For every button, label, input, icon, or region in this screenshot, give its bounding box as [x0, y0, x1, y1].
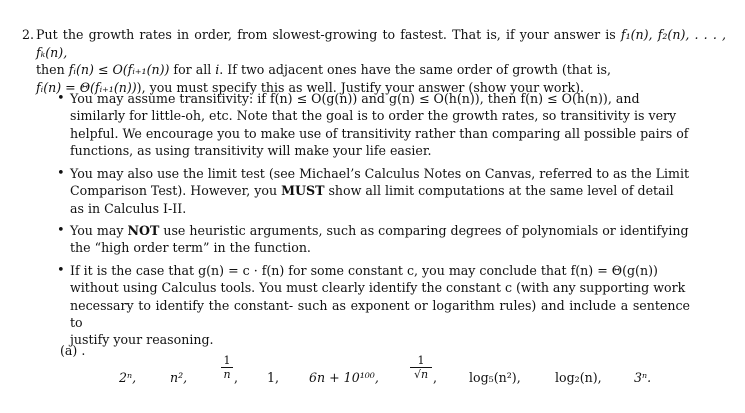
function-one-over-sqrt-n: $\frac{1}{√n}$ [410, 354, 432, 382]
function-3-pow-n: 3ⁿ. [634, 370, 652, 385]
instruction-list [70, 90, 690, 159]
function-2-pow-n: 2ⁿ, [119, 370, 137, 385]
function-one-over-n: $\frac{1}{n}$ [221, 354, 233, 382]
problem-number: 2. [22, 27, 35, 42]
instruction-list-4 [70, 262, 690, 348]
problem-statement [22, 26, 726, 96]
comma-2: , [433, 370, 438, 385]
intro-line-3: fᵢ(n) = Θ(fᵢ₊₁(n))), you must specify this as well. Justify your answer (show your work). [36, 79, 585, 95]
instruction-list-2 [70, 165, 690, 217]
part-a-label: (a) . [60, 343, 86, 358]
function-one: 1, [267, 370, 280, 385]
intro-line-2: then fᵢ(n) ≤ O(fᵢ₊₁(n)) for all i. If two adjacent ones have the same order of growth (that is, [36, 62, 611, 77]
function-log2-n: log₂(n), [555, 370, 602, 385]
bullet-transitivity: • You may assume transitivity: if f(n) ≤ O(g(n)) and g(n) ≤ O(h(n)), then f(n) ≤ O(h(n)), and similarly for little-oh, etc. Note that the goal is to order the growth rates, so transitivity is very helpful. We encourage you to make use of transitivity rather than comparing all possible pairs of functions, as using transitivity will make your life easier. [70, 90, 690, 159]
function-list [0, 354, 745, 404]
bullet-limit-test: • You may also use the limit test (see Michael’s Calculus Notes on Canvas, referred to as the Limit Comparison Test). However, you MUST show all limit computations at the same level of detail as in Calculus I-II. [70, 165, 690, 217]
intro-line-1: Put the growth rates in order, from slowest-growing to fastest. That is, if your answer is f₁(n), f₂(n), . . . , fₖ(n), [36, 27, 726, 60]
function-log5-n-squared: log₅(n²), [469, 370, 521, 385]
bullet-constant-multiple: • If it is the case that g(n) = c · f(n) for some constant c, you may conclude that f(n) = Θ(g(n)) without using Calculus tools. You must clearly identify the constant c (with any supporting work necessary to identify the constant- such as exponent or logarithm rules) and include a sentence to justify your reasoning. [70, 262, 690, 348]
instruction-list-3 [70, 222, 690, 257]
bullet-no-heuristics: • You may NOT use heuristic arguments, such as comparing degrees of polynomials or identifying the “high order term” in the function. [70, 222, 690, 257]
function-linear: 6n + 10¹⁰⁰, [309, 370, 379, 385]
function-n-squared: n², [170, 370, 188, 385]
comma: , [234, 370, 239, 385]
